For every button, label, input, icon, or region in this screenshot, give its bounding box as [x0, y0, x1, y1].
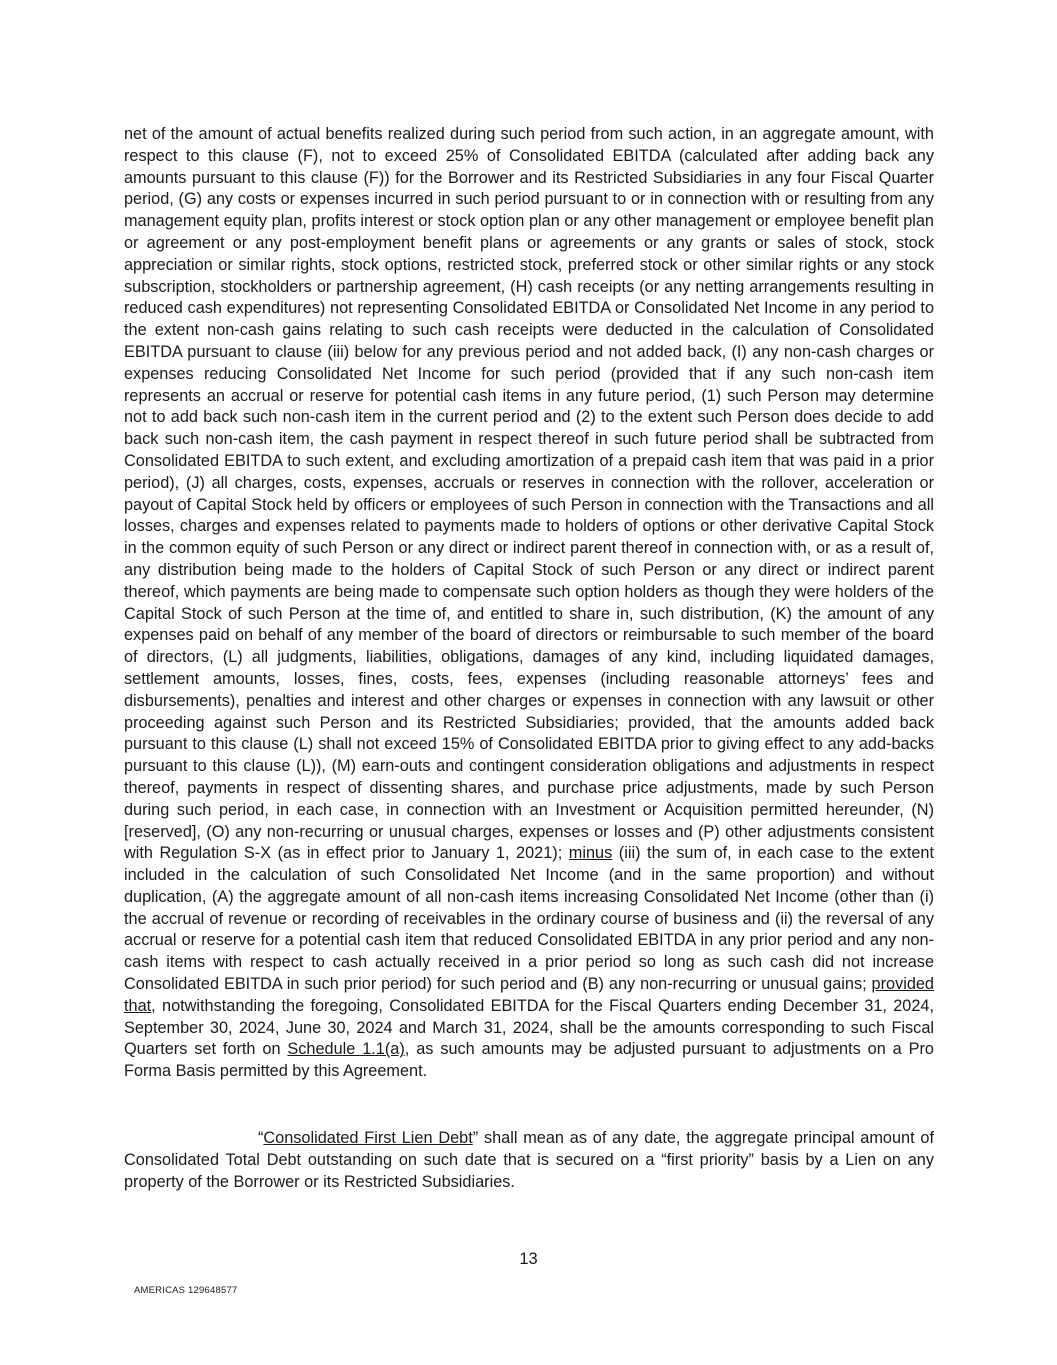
paragraph-text: , notwithstanding the foregoing, Consolidated EBITDA for the Fiscal Quarters ending December 31, 2024, September 30, 2024, June 30, 2024 and March 31, 2024, shall be the amounts corresponding to such Fiscal Quarters set forth on: [124, 996, 934, 1059]
definition-text: shall mean as of any date, the aggregate principal amount of Consolidated Total Debt outstanding on such date that is secured on a “first priority” basis by a Lien on any property of the Borrower or its Restricted Subsidiaries.: [124, 1129, 934, 1191]
page-number: 13: [519, 1250, 538, 1268]
definition-paragraph-consolidated-first-lien-debt: [124, 1128, 934, 1193]
defined-term: Consolidated First Lien Debt: [263, 1129, 473, 1147]
underlined-that: that: [124, 996, 152, 1015]
paragraph-text: , as such amounts may be adjusted pursuant to adjustments on a Pro Forma Basis permitted by this Agreement.: [124, 1040, 934, 1081]
schedule-reference: Schedule 1.1(a): [287, 1040, 405, 1059]
paragraph-text: (iii) the sum of, in each case to the extent included in the calculation of such Consolidated Net Income (and in the same proportion) and without duplication, (A) the aggregate amount of all non-cash items increasing Consolidated Net Income (other than (i) the accrual of revenue or recording of receivables in the ordinary course of business and (ii) the reversal of any accrual or reserve for a potential cash item that reduced Consolidated EBITDA in any prior period and any non-cash items with respect to cash actually received in a prior period so long as such cash did not increase Consolidated EBITDA in such prior period) for such period and (B) any non-recurring or unusual gains;: [124, 844, 935, 994]
document-id-footer: AMERICAS 129648577: [134, 1285, 238, 1296]
close-quote: ”: [472, 1129, 479, 1147]
underlined-minus: minus: [568, 844, 613, 863]
open-quote: “: [258, 1129, 264, 1147]
paragraph-text: net of the amount of actual benefits realized during such period from such action, in an aggregate amount, with respect to this clause (F), not to exceed 25% of Consolidated EBITDA (calculated after adding back any amounts pursuant to this clause (F)) for the Borrower and its Restricted Subsidiaries in any four Fiscal Quarter period, (G) any costs or expenses incurred in such period pursuant to or in connection with or resulting from any management equity plan, profits interest or stock option plan or any other management or employee benefit plan or agreement or any post-employment benefit plans or agreements or any grants or sales of stock, stock appreciation or similar rights, stock options, restricted stock, preferred stock or other similar rights or any stock subscription, stockholders or partnership agreement, (H) cash receipts (or any netting arrangements resulting in reduced cash expenditures) not representing Consolidated EBITDA or Consolidated Net Income in any period to the extent non-cash gains relating to such cash receipts were deducted in the calculation of Consolidated EBITDA pursuant to clause (iii) below for any previous period and not added back, (I) any non-cash charges or expenses reducing Consolidated Net Income for such period (provided that if any such non-cash item represents an accrual or reserve for potential cash items in any future period, (1) such Person may determine not to add back such non-cash item in the current period and (2) to the extent such Person does decide to add back such non-cash item, the cash payment in respect thereof in such future period shall be subtracted from Consolidated EBITDA to such extent, and excluding amortization of a prepaid cash item that was paid in a prior period), (J) all charges, costs, expenses, accruals or reserves in connection with the rollover, acceleration or payout of Capital Stock held by officers or employees of such Person in connection with the Transactions and all losses, charges and expenses related to payments made to holders of options or other derivative Capital Stock in the common equity of such Person or any direct or indirect parent thereof in connection with, or as a result of, any distribution being made to the holders of Capital Stock of such Person or any direct or indirect parent thereof, which payments are being made to compensate such option holders as though they were holders of the Capital Stock of such Person at the time of, and entitled to share in, such distribution, (K) the amount of any expenses paid on behalf of any member of the board of directors or reimbursable to such member of the board of directors, (L) all judgments, liabilities, obligations, damages of any kind, including liquidated damages, settlement amounts, losses, fines, costs, fees, expenses (including reasonable attorneys’ fees and disbursements), penalties and interest and other charges or expenses in connection with any lawsuit or other proceeding against such Person and its Restricted Subsidiaries; provided, that the amounts added back pursuant to this clause (L) shall not exceed 15% of Consolidated EBITDA prior to giving effect to any add-backs pursuant to this clause (L)), (M) earn-outs and contingent consideration obligations and adjustments in respect thereof, payments in respect of dissenting shares, and purchase price adjustments, made by such Person during such period, in each case, in connection with an Investment or Acquisition permitted hereunder, (N) [reserved], (O) any non-recurring or unusual charges, expenses or losses and (P) other adjustments consistent with Regulation S-X (as in effect prior to January 1, 2021);: [124, 125, 934, 863]
definition-continuation-paragraph: [124, 124, 934, 1083]
underlined-provided: provided: [871, 975, 934, 994]
